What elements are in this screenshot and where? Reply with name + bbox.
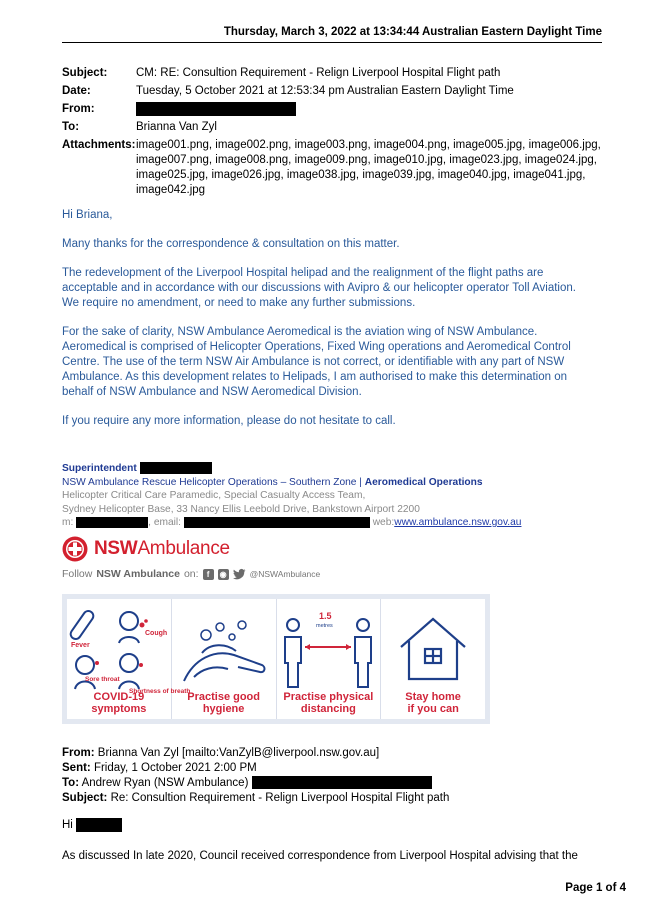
website-link[interactable]: www.ambulance.nsw.gov.au	[394, 517, 522, 528]
forwarded-header	[62, 746, 602, 806]
to-row	[62, 118, 602, 136]
covid-banner	[62, 594, 490, 724]
web-label: web:	[372, 517, 395, 528]
forwarded-paragraph: As discussed In late 2020, Council received correspondence from Liverpool Hospital advising that the	[62, 850, 578, 862]
page-number: Page 1 of 4	[565, 882, 626, 894]
to-value: Brianna Van Zyl	[136, 121, 217, 133]
signature-unit-text: NSW Ambulance Rescue Helicopter Operations – Southern Zone |	[62, 476, 362, 488]
panel-hygiene	[172, 599, 277, 719]
fwd-sent-label: Sent:	[62, 762, 91, 774]
from-label: From:	[62, 103, 95, 115]
panel-line: distancing	[300, 703, 356, 715]
distance-unit: metres	[315, 623, 333, 629]
from-redaction	[136, 102, 296, 116]
panel-line: COVID-19	[93, 691, 145, 703]
body-paragraph-4: If you require any more information, please do not hesitate to call.	[62, 415, 396, 427]
instagram-icon[interactable]: ◉	[218, 569, 229, 580]
social-follow	[62, 568, 320, 580]
date-label: Date:	[62, 85, 91, 97]
covid-symptoms-icon	[67, 603, 191, 695]
body-paragraph-3: For the sake of clarity, NSW Ambulance Aeromedical is the aviation wing of NSW Ambulance. Aeromedical is comprised of Helicopter Operations, Fixed Wing operations and Aeromedical Control Centre. The use of the term NSW Air Ambulance is not correct, or identifiable with any part of NSW Ambulance. As this development relates to Helipads, I am authorised to make this determination on behalf of NSW Ambulance and NSW Aeromedical Division.	[62, 326, 571, 398]
second-greeting	[62, 818, 122, 832]
hi-redaction	[76, 818, 122, 832]
fwd-subject-row	[62, 791, 602, 806]
logo-nsw: NSW	[94, 538, 138, 559]
body-paragraph-2: The redevelopment of the Liverpool Hospital helipad and the realignment of the flight paths are acceptable and in accordance with our discussions with Avipro & our helicopter operator Toll Aviation. We require no amendment, or need to make any further submissions.	[62, 267, 576, 309]
signature-address: Sydney Helicopter Base, 33 Nancy Ellis Leebold Drive, Bankstown Airport 2200	[62, 503, 420, 515]
subject-value: CM: RE: Consultion Requirement - Relign Liverpool Hospital Flight path	[136, 67, 501, 79]
panel-line: Stay home	[405, 691, 461, 703]
house-icon	[381, 603, 485, 695]
email-body	[62, 208, 582, 443]
hand-washing-icon	[172, 603, 276, 695]
hi-text: Hi	[62, 819, 73, 831]
header-divider	[62, 42, 602, 43]
fwd-from-value: Brianna Van Zyl [mailto:VanZylB@liverpool.nsw.gov.au]	[97, 747, 380, 759]
facebook-icon[interactable]: f	[203, 569, 214, 580]
signature-unit	[62, 476, 522, 490]
follow-suffix: on:	[183, 568, 199, 580]
twitter-icon[interactable]	[233, 569, 246, 580]
fwd-from-label: From:	[62, 747, 95, 759]
nsw-ambulance-logo	[62, 536, 230, 562]
date-row	[62, 82, 602, 100]
panel-line: Practise physical	[283, 691, 374, 703]
fwd-sent-row	[62, 761, 602, 776]
attachments-value: image001.png, image002.png, image003.png, image004.png, image005.jpg, image006.jpg, image007.png, image008.png, image009.png, image010.jpg, image023.jpg, image024.jpg, image025.jpg, image026.jpg, image038.jpg, image039.jpg, image040.jpg, image041.jpg, image042.jpg	[136, 138, 601, 196]
sore-throat-label: Sore throat	[85, 676, 120, 683]
email-redaction	[184, 517, 370, 528]
panel-label-distancing	[277, 691, 381, 715]
mobile-label: m:	[62, 517, 74, 528]
subject-row	[62, 64, 602, 82]
panel-line: symptoms	[91, 703, 147, 715]
from-row	[62, 100, 602, 118]
mobile-redaction	[76, 517, 148, 528]
distance-value: 1.5	[318, 611, 332, 621]
panel-label-stay-home	[381, 691, 485, 715]
subject-label: Subject:	[62, 67, 108, 79]
panel-label-symptoms	[67, 691, 171, 715]
to-label: To:	[62, 121, 80, 133]
fwd-sent-value: Friday, 1 October 2021 2:00 PM	[93, 762, 257, 774]
email-label: , email:	[148, 517, 182, 528]
fwd-subject-label: Subject:	[62, 792, 108, 804]
fwd-to-redaction	[252, 776, 432, 789]
breath-label: Shortness of breath	[129, 688, 191, 695]
fwd-to-value: Andrew Ryan (NSW Ambulance)	[81, 777, 249, 789]
panel-line: if you can	[407, 703, 459, 715]
follow-brand: NSW Ambulance	[96, 568, 180, 580]
cough-label: Cough	[145, 630, 168, 637]
attachments-row	[62, 136, 602, 198]
signature-block	[62, 462, 522, 530]
twitter-handle[interactable]: @NSWAmbulance	[249, 569, 321, 579]
panel-distancing	[277, 599, 382, 719]
name-redaction	[140, 462, 212, 474]
follow-prefix: Follow	[62, 568, 93, 580]
logo-ambulance: Ambulance	[137, 538, 230, 559]
print-header: Thursday, March 3, 2022 at 13:34:44 Australian Eastern Daylight Time	[223, 26, 602, 38]
signature-contact	[62, 516, 522, 530]
fwd-to-row	[62, 776, 602, 791]
panel-symptoms	[67, 599, 191, 719]
email-metadata	[62, 64, 602, 198]
signature-title: Superintendent	[62, 463, 137, 474]
signature-unit-bold: Aeromedical Operations	[364, 476, 483, 488]
fwd-from-row	[62, 746, 602, 761]
attachments-label: Attachments:	[62, 139, 136, 151]
panel-stay-home	[381, 599, 485, 719]
fever-label: Fever	[71, 642, 90, 649]
date-value: Tuesday, 5 October 2021 at 12:53:34 pm Australian Eastern Daylight Time	[136, 85, 514, 97]
ambulance-star-icon	[62, 536, 88, 562]
fwd-to-label: To:	[62, 777, 80, 789]
greeting: Hi Briana,	[62, 209, 113, 221]
panel-line: hygiene	[202, 703, 245, 715]
panel-line: Practise good	[187, 691, 260, 703]
body-paragraph-1: Many thanks for the correspondence & consultation on this matter.	[62, 238, 400, 250]
signature-role: Helicopter Critical Care Paramedic, Special Casualty Access Team,	[62, 490, 366, 501]
panel-label-hygiene	[172, 691, 276, 715]
fwd-subject-value: Re: Consultion Requirement - Relign Liverpool Hospital Flight path	[110, 792, 450, 804]
distancing-icon	[277, 603, 381, 695]
